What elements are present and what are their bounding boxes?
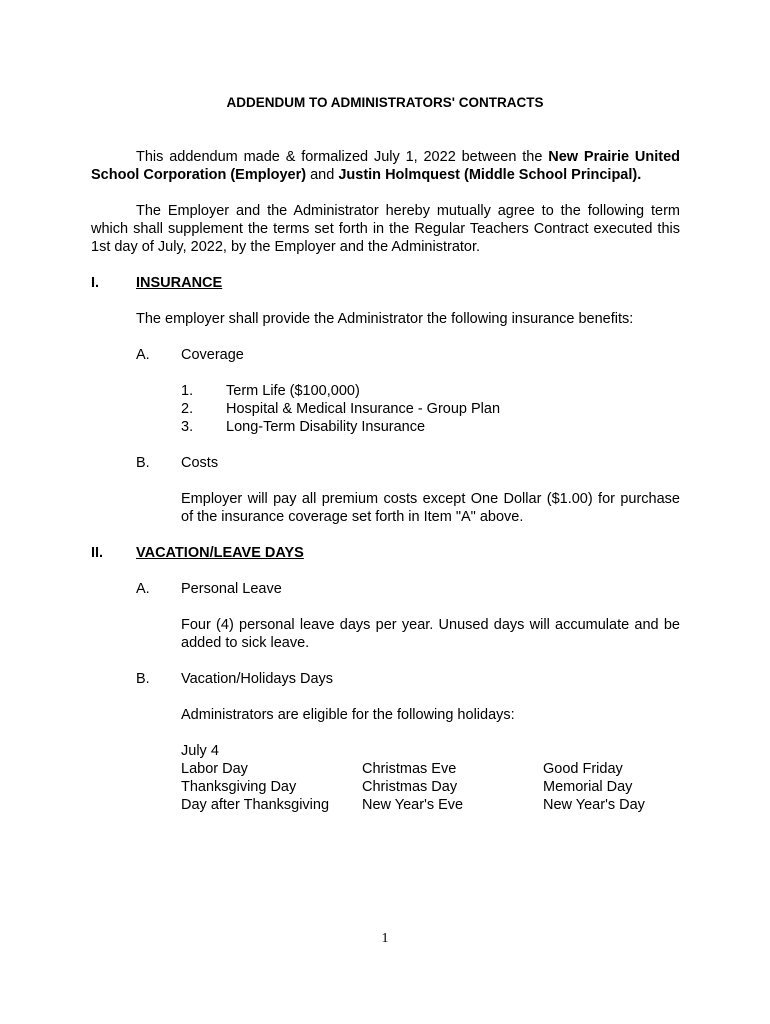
holiday-item: Labor Day xyxy=(181,761,248,777)
coverage-item-number: 2. xyxy=(181,401,194,417)
section-1-b-letter: B. xyxy=(136,455,150,471)
section-2-b-label: Vacation/Holidays Days xyxy=(181,671,334,687)
personal-leave-text: Four (4) personal leave days per year. Unused days will accumulate and be added to sick leave. xyxy=(181,617,680,651)
section-2-number: II. xyxy=(91,545,104,561)
section-2-b-letter: B. xyxy=(136,671,150,687)
coverage-item-text: Hospital & Medical Insurance - Group Plan xyxy=(226,401,501,417)
section-1-a-letter: A. xyxy=(136,347,150,363)
section-2-a-letter: A. xyxy=(136,581,150,597)
holiday-item: Christmas Day xyxy=(362,779,458,795)
intro-text: This addendum made & formalized July 1, 2022 between the xyxy=(136,149,549,165)
holiday-item: Day after Thanksgiving xyxy=(181,797,330,813)
intro-paragraph xyxy=(91,148,680,184)
intro-conjunction: and xyxy=(306,167,339,183)
section-1-a-label: Coverage xyxy=(181,347,244,363)
coverage-item-number: 3. xyxy=(181,419,194,435)
section-1-number: I. xyxy=(91,275,100,291)
agreement-text: The Employer and the Administrator hereby mutually agree to the following term which shall supplement the terms set forth in the Regular Teachers Contract executed this 1st day of July, 2022, by the Employer and the Administrator. xyxy=(91,203,680,255)
holiday-item: Thanksgiving Day xyxy=(181,779,297,795)
holiday-item: New Year's Day xyxy=(543,797,645,813)
section-1-heading: INSURANCE xyxy=(136,275,223,291)
section-1-intro: The employer shall provide the Administrator the following insurance benefits: xyxy=(136,311,634,327)
coverage-item-number: 1. xyxy=(181,383,194,399)
administrator-name: Justin Holmquest (Middle School Principal). xyxy=(338,167,642,183)
holiday-item: Memorial Day xyxy=(543,779,633,795)
section-2-heading: VACATION/LEAVE DAYS xyxy=(136,545,304,561)
holiday-item: Christmas Eve xyxy=(362,761,457,777)
holiday-item: New Year's Eve xyxy=(362,797,464,813)
holiday-item: July 4 xyxy=(181,743,219,759)
costs-text: Employer will pay all premium costs except One Dollar ($1.00) for purchase of the insurance coverage set forth in Item "A" above. xyxy=(181,491,680,525)
employer-name: New Prairie United School Corporation (Employer) xyxy=(91,149,680,183)
document-title: ADDENDUM TO ADMINISTRATORS' CONTRACTS xyxy=(226,95,544,110)
coverage-item-text: Long-Term Disability Insurance xyxy=(226,419,426,435)
agreement-paragraph xyxy=(91,202,680,256)
section-2-a-label: Personal Leave xyxy=(181,581,282,597)
coverage-item-text: Term Life ($100,000) xyxy=(226,383,360,399)
page-number: 1 xyxy=(381,931,389,946)
holiday-item: Good Friday xyxy=(543,761,623,777)
holidays-intro: Administrators are eligible for the following holidays: xyxy=(181,707,515,723)
section-1-b-label: Costs xyxy=(181,455,219,471)
